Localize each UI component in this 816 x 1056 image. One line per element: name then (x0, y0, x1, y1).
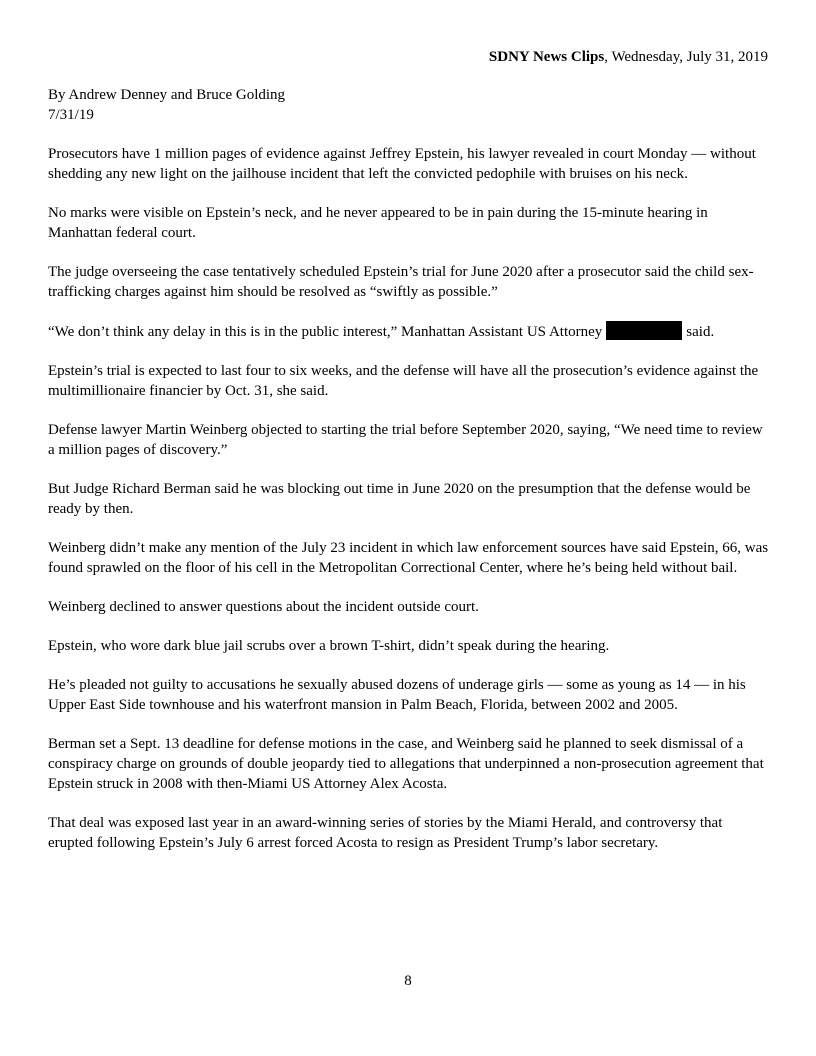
paragraph: Weinberg declined to answer questions about the incident outside court. (48, 599, 479, 615)
paragraph: But Judge Richard Berman said he was blocking out time in June 2020 on the presumption that the defense would be ready by then. (48, 481, 751, 517)
paragraph: Epstein’s trial is expected to last four to six weeks, and the defense will have all the prosecution’s evidence against the multimillionaire financier by Oct. 31, she said. (48, 363, 759, 399)
paragraph: No marks were visible on Epstein’s neck, and he never appeared to be in pain during the 15-minute hearing in Manhattan federal court. (48, 205, 708, 241)
byline: By Andrew Denney and Bruce Golding (48, 87, 286, 103)
article-date: 7/31/19 (48, 107, 94, 123)
quote-paragraph (48, 321, 770, 342)
paragraph: Defense lawyer Martin Weinberg objected to starting the trial before September 2020, saying, “We need time to review a million pages of discovery.” (48, 422, 763, 458)
page-number: 8 (404, 973, 412, 989)
redaction-box (606, 321, 682, 340)
quote-tail: said. (686, 324, 715, 340)
page-header (489, 47, 768, 67)
paragraph: Weinberg didn’t make any mention of the July 23 incident in which law enforcement sources have said Epstein, 66, was found sprawled on the floor of his cell in the Metropolitan Correctional Center, where he’s being held without bail. (48, 540, 769, 576)
paragraph: Epstein, who wore dark blue jail scrubs over a brown T-shirt, didn’t speak during the hearing. (48, 638, 610, 654)
header-source: SDNY News Clips (488, 49, 605, 65)
paragraph: Berman set a Sept. 13 deadline for defense motions in the case, and Weinberg said he planned to seek dismissal of a conspiracy charge on grounds of double jeopardy tied to allegations that underpinned a non-prosecution agreement that Epstein struck in 2008 with then-Miami US Attorney Alex Acosta. (48, 736, 764, 792)
article (48, 85, 770, 853)
quote-text: “We don’t think any delay in this is in the public interest,” Manhattan Assistant US Attorney (48, 324, 603, 340)
paragraph: The judge overseeing the case tentatively scheduled Epstein’s trial for June 2020 after a prosecutor said the child sex-trafficking charges against him should be resolved as “swiftly as possible.” (48, 264, 754, 300)
header-date: , Wednesday, July 31, 2019 (604, 49, 768, 65)
paragraph: That deal was exposed last year in an award-winning series of stories by the Miami Herald, and controversy that erupted following Epstein’s July 6 arrest forced Acosta to resign as President Trump’s labor secretary. (48, 815, 723, 851)
paragraph: He’s pleaded not guilty to accusations he sexually abused dozens of underage girls — some as young as 14 — in his Upper East Side townhouse and his waterfront mansion in Palm Beach, Florida, between 2002 and 2005. (48, 677, 746, 713)
paragraph: Prosecutors have 1 million pages of evidence against Jeffrey Epstein, his lawyer revealed in court Monday — without shedding any new light on the jailhouse incident that left the convicted pedophile with bruises on his neck. (48, 146, 756, 182)
